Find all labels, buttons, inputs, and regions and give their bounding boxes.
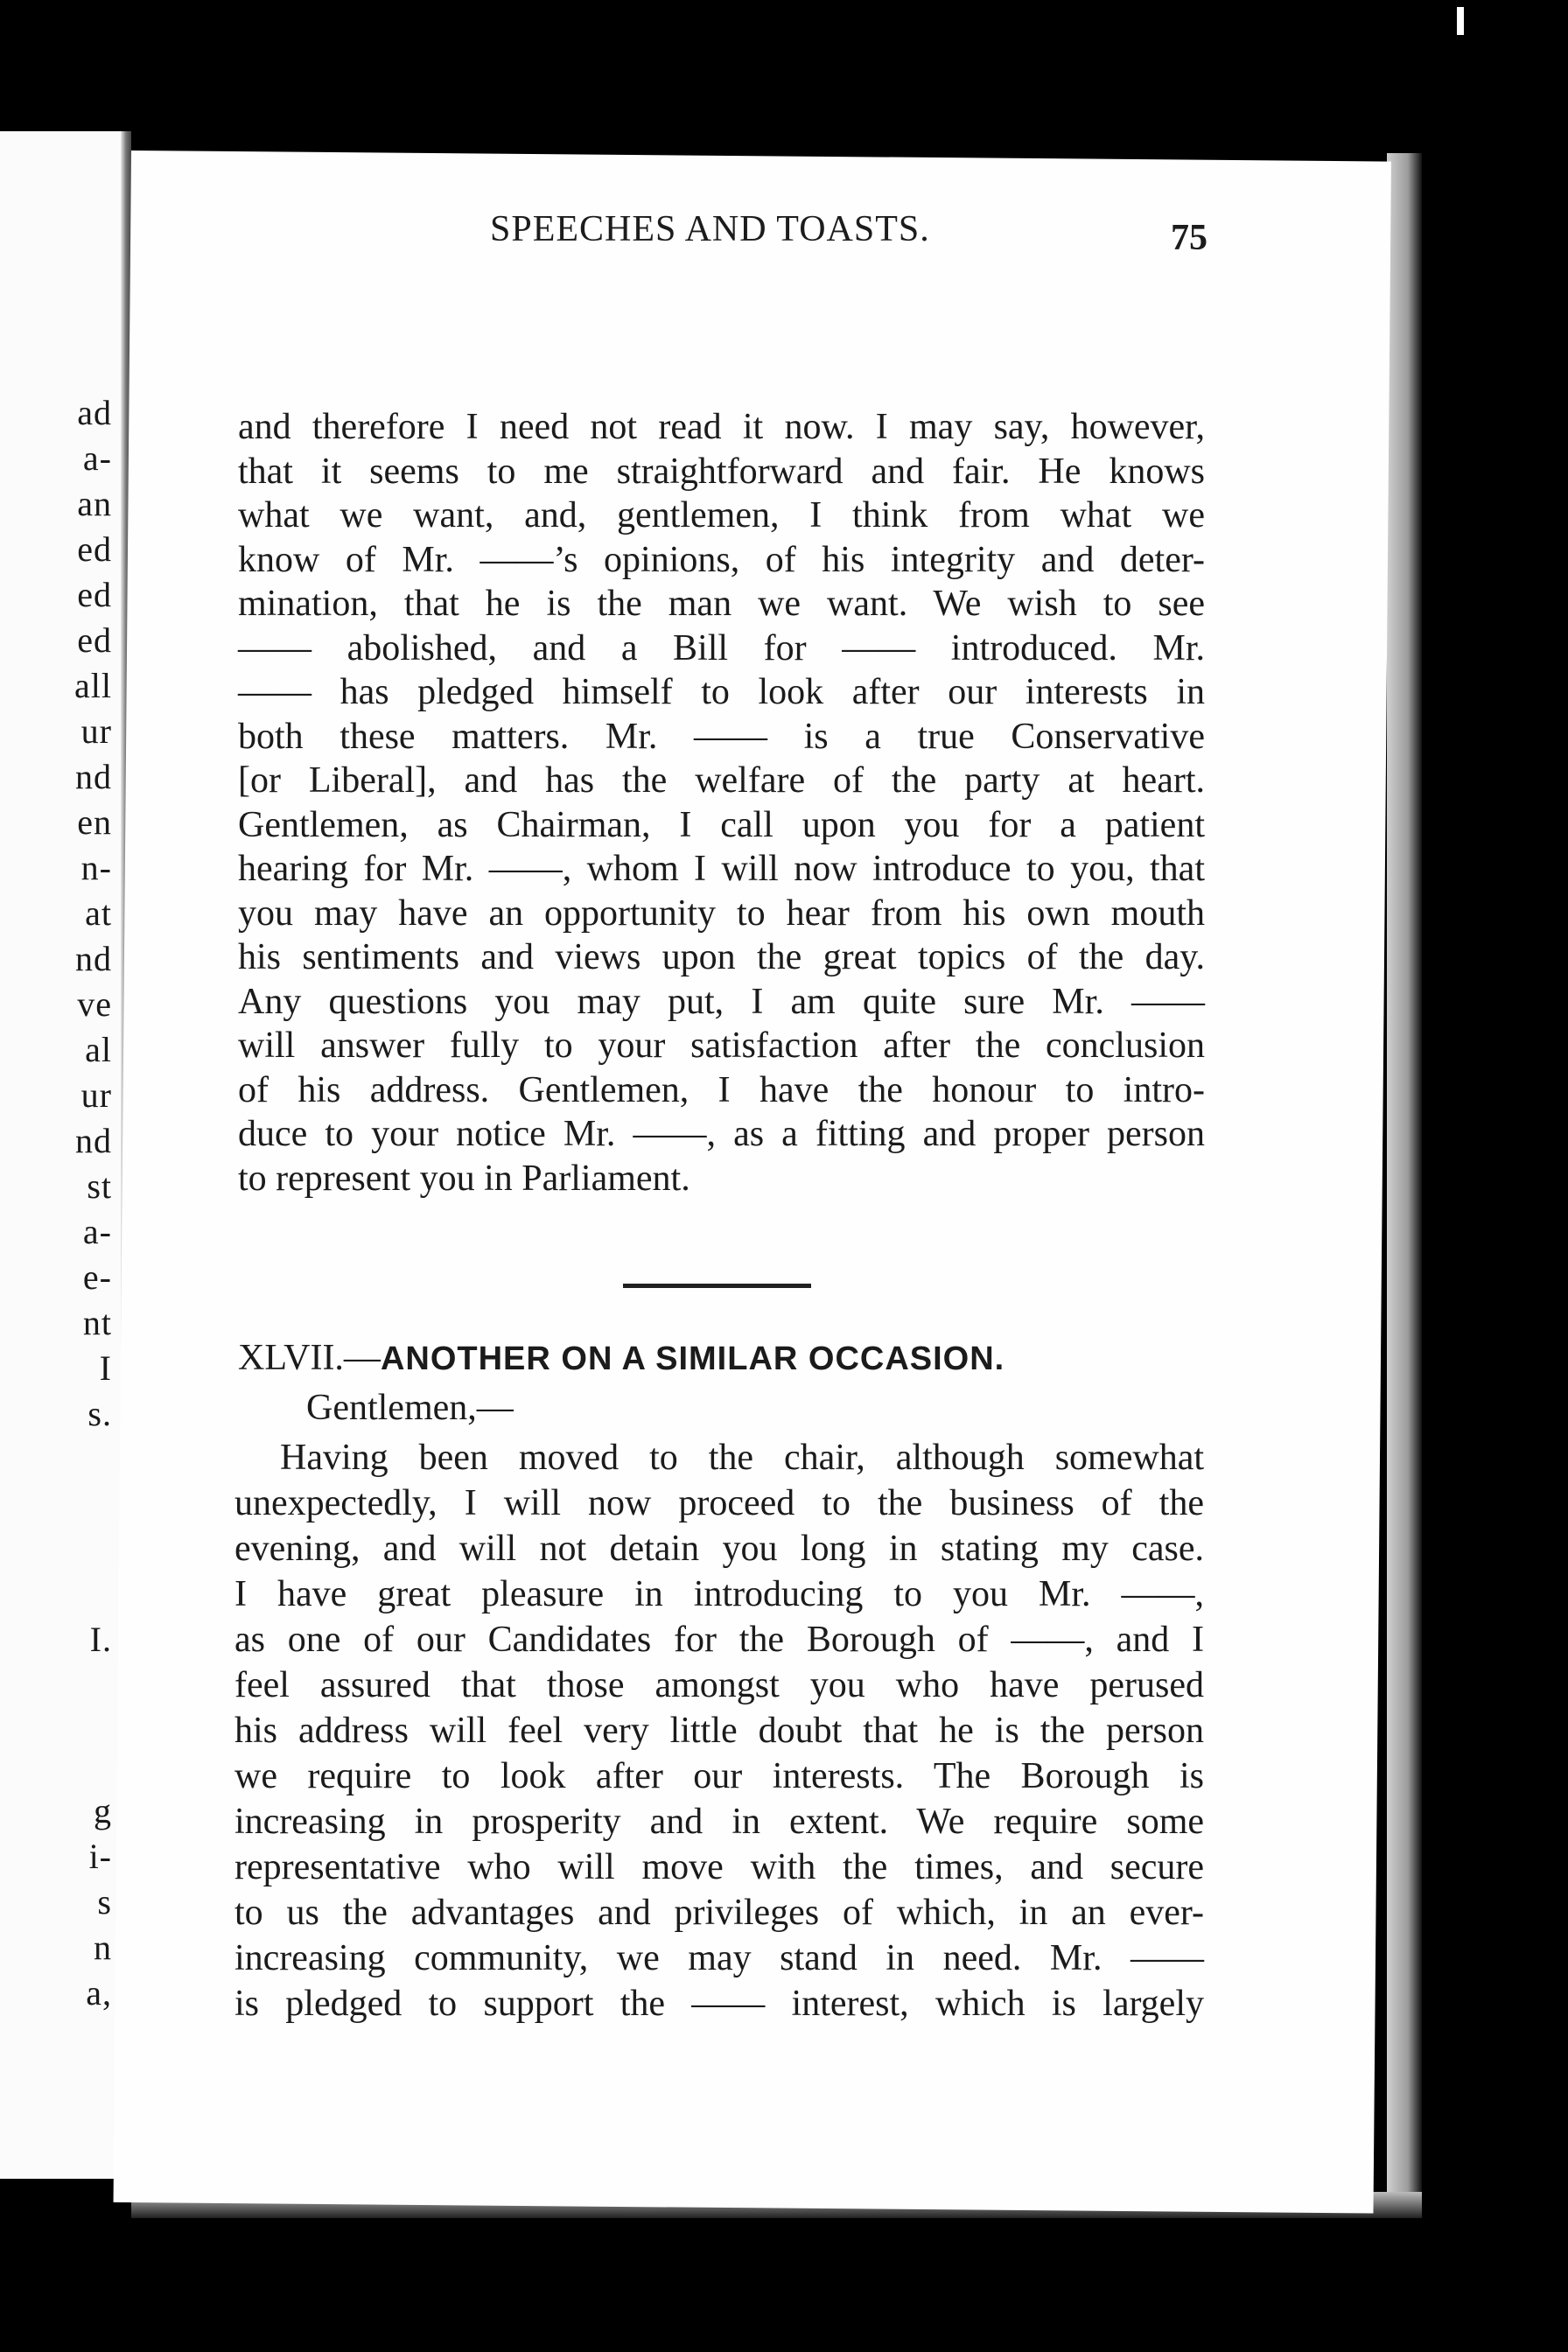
left-page-fragment: I. — [89, 1620, 112, 1659]
left-page-fragment: ad — [77, 393, 112, 432]
paragraph-1 — [238, 405, 1205, 1200]
text-line: increasing in prosperity and in extent. We require some — [234, 1802, 1204, 1842]
running-head: SPEECHES AND TOASTS. — [490, 209, 930, 249]
left-facing-page — [0, 131, 131, 2179]
text-line: representative who will move with the times, and secure — [234, 1847, 1204, 1887]
left-page-fragment: ed — [77, 529, 112, 569]
text-line: duce to your notice Mr. ——, as a fitting and proper person — [238, 1114, 1205, 1154]
left-page-fragment: i- — [88, 1837, 112, 1876]
text-line: you may have an opportunity to hear from his own mouth — [238, 892, 1205, 934]
text-line: feel assured that those amongst you who have perused — [234, 1665, 1204, 1705]
text-line: Having been moved to the chair, although somewhat — [280, 1438, 1204, 1478]
paragraph-2 — [234, 1435, 1204, 2026]
text-line: his sentiments and views upon the great topics of the day. — [238, 937, 1205, 977]
left-page-fragment: ed — [77, 575, 112, 614]
left-page-fragment: a- — [82, 438, 112, 478]
text-line: we require to look after our interests. The Borough is — [234, 1756, 1204, 1796]
text-line: will answer fully to your satisfaction after the conclusion — [238, 1026, 1205, 1066]
left-page-fragment: an — [77, 484, 112, 523]
left-page-fragment: a- — [82, 1212, 112, 1251]
text-line: of his address. Gentlemen, I have the honour to intro- — [238, 1069, 1205, 1110]
text-line: increasing community, we may stand in need. Mr. —— — [234, 1938, 1204, 1978]
left-page-fragment: nt — [82, 1303, 112, 1342]
left-page-fragment: I — [99, 1348, 112, 1388]
section-divider — [623, 1284, 811, 1288]
text-line: his address will feel very little doubt that he is the person — [234, 1711, 1204, 1751]
left-page-fragment: n- — [80, 848, 112, 887]
text-line: know of Mr. ——’s opinions, of his integrity and deter- — [238, 539, 1205, 580]
left-page-fragment: at — [85, 893, 112, 933]
left-page-fragment: nd — [75, 1121, 112, 1160]
text-line: —— has pledged himself to look after our interests in — [238, 672, 1205, 712]
page-number: 75 — [1171, 218, 1208, 258]
text-line: and therefore I need not read it now. I may say, however, — [238, 407, 1205, 447]
text-line: —— abolished, and a Bill for —— introduced. Mr. — [238, 627, 1205, 668]
text-line: Gentlemen, as Chairman, I call upon you for a patient — [238, 804, 1205, 845]
text-line: that it seems to me straightforward and fair. He knows — [238, 451, 1205, 492]
text-line: Any questions you may put, I am quite sure Mr. —— — [238, 981, 1205, 1022]
left-page-fragment: all — [74, 666, 112, 705]
left-page-fragment: al — [85, 1030, 112, 1069]
text-line: is pledged to support the —— interest, which is largely — [234, 1984, 1204, 2024]
text-line: I have great pleasure in introducing to you Mr. ——, — [234, 1574, 1204, 1614]
left-page-fragment: g — [94, 1791, 112, 1830]
section-heading — [238, 1337, 1004, 1379]
left-page-fragment: ur — [80, 711, 112, 751]
left-page-fragment: ur — [80, 1075, 112, 1115]
salutation: Gentlemen,— — [306, 1388, 514, 1428]
text-line: evening, and will not detain you long in stating my case. — [234, 1529, 1204, 1569]
text-line: mination, that he is the man we want. We wish to see — [238, 584, 1205, 624]
section-title: ANOTHER ON A SIMILAR OCCASION. — [380, 1340, 1005, 1377]
scan-corner-mark — [1457, 7, 1464, 35]
left-page-fragment: en — [77, 802, 112, 842]
page-edge-shadow — [1387, 153, 1422, 2205]
left-page-fragment: s — [97, 1882, 112, 1922]
text-line: both these matters. Mr. —— is a true Conservative — [238, 716, 1205, 757]
left-page-fragment: ed — [77, 620, 112, 660]
left-page-fragment: ve — [77, 984, 112, 1024]
text-line: [or Liberal], and has the welfare of the party at heart. — [238, 760, 1205, 801]
left-page-fragment: a, — [86, 1973, 112, 2012]
section-number: XLVII.— — [238, 1338, 381, 1378]
left-page-fragment: nd — [75, 939, 112, 978]
left-page-fragment: s. — [88, 1394, 112, 1433]
left-page-fragment: nd — [75, 757, 112, 796]
text-line: hearing for Mr. ——, whom I will now introduce to you, that — [238, 849, 1205, 889]
text-line: to represent you in Parliament. — [238, 1158, 690, 1199]
text-line: to us the advantages and privileges of which, in an ever- — [234, 1893, 1204, 1933]
text-line: what we want, and, gentlemen, I think from what we — [238, 495, 1205, 536]
left-page-fragment: e- — [82, 1257, 112, 1297]
text-line: as one of our Candidates for the Borough of ——, and I — [234, 1620, 1204, 1660]
text-line: unexpectedly, I will now proceed to the business of the — [234, 1483, 1204, 1523]
left-page-fragment: st — [87, 1166, 112, 1206]
page-header — [131, 200, 1208, 258]
left-page-fragment: n — [94, 1928, 112, 1967]
